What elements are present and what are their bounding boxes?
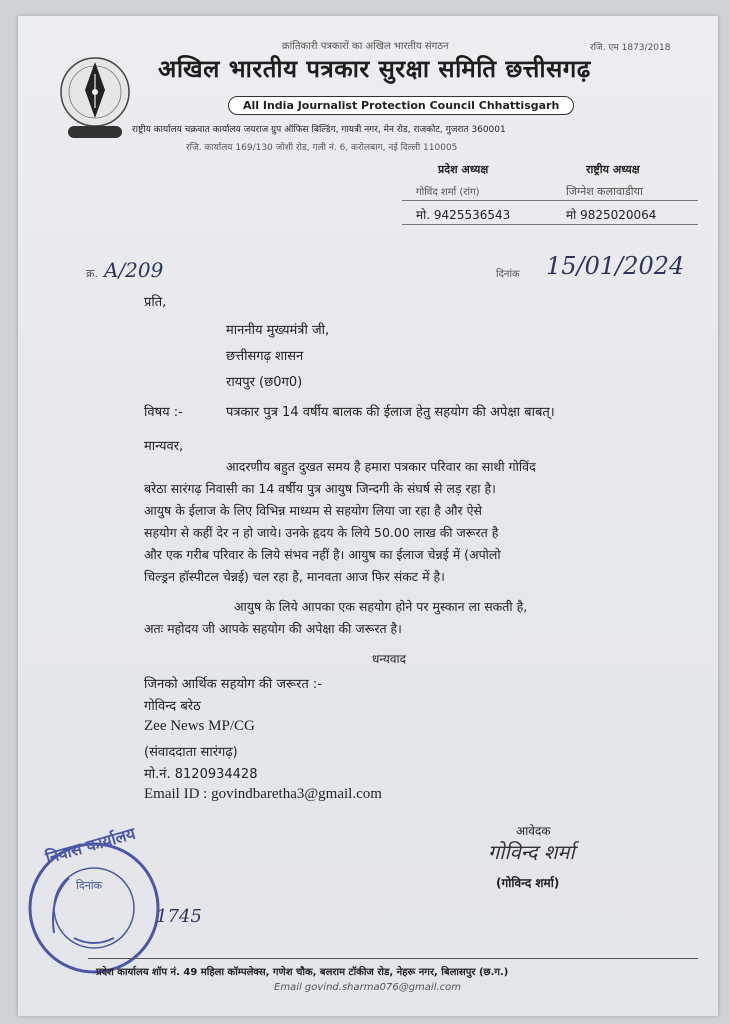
- beneficiary-role: (संवाददाता सारंगढ़): [144, 745, 238, 760]
- body-line: बरेठा सारंगढ़ निवासी का 14 वर्षीय पुत्र आयुष जिन्दगी के संघर्ष से लड़ रहा है।: [144, 481, 496, 496]
- stamp-number: 1745: [156, 906, 202, 927]
- org-title-hindi: अखिल भारतीय पत्रकार सुरक्षा समिति छत्तीसगढ़: [158, 55, 591, 83]
- body-line: चिल्ड्रन हॉस्पीटल चेन्नई) चल रहा है, मानवता आज फिर संकट में है।: [144, 569, 445, 584]
- date-label: दिनांक: [496, 269, 520, 280]
- footer-divider: [88, 958, 698, 959]
- addressee-line: माननीय मुख्यमंत्री जी,: [226, 323, 330, 338]
- state-president-mobile: मो. 9425536543: [416, 208, 511, 222]
- beneficiary-heading: जिनको आर्थिक सहयोग की जरूरत :-: [144, 677, 322, 692]
- applicant-label: आवेदक: [516, 824, 551, 838]
- ref-prefix: क्र.: [86, 267, 98, 280]
- addressee-line: रायपुर (छ0ग0): [226, 375, 303, 390]
- prati: प्रति,: [144, 295, 167, 310]
- org-title-english-box: [228, 94, 574, 113]
- org-tagline: क्रांतिकारी पत्रकारों का अखिल भारतीय संगठन: [282, 41, 449, 52]
- state-president-label: प्रदेश अध्यक्ष: [438, 163, 489, 176]
- letter-page: [18, 16, 718, 1016]
- org-title-english: All India Journalist Protection Council Chhattisgarh: [228, 96, 574, 115]
- body-line: और एक गरीब परिवार के लिये संभव नहीं है। आयुष का ईलाज चेन्नई में (अपोलो: [144, 547, 501, 562]
- body-line: आयुष के ईलाज के लिए विभिन्न माध्यम से सहयोग लिया जा रहा है और ऐसे: [144, 503, 482, 518]
- state-president-name: गोविंद शर्मा (रांग): [416, 187, 480, 198]
- registration-number: रजि. एम 1873/2018: [590, 43, 671, 53]
- body-line: सहयोग से कहीं देर न हो जाये। उनके हृदय के लिये 50.00 लाख की जरूरत है: [144, 525, 499, 540]
- body-line: आयुष के लिये आपका एक सहयोग होने पर मुस्कान ला सकती है,: [234, 599, 528, 614]
- office-seal-stamp: [24, 838, 164, 978]
- national-president-label: राष्ट्रीय अध्यक्ष: [586, 163, 640, 176]
- handwritten-signature: गोविन्द शर्मा: [488, 840, 575, 864]
- beneficiary-email: Email ID : govindbaretha3@gmail.com: [144, 786, 382, 802]
- body-line: आदरणीय बहुत दुखत समय है हमारा पत्रकार परिवार का साथी गोविंद: [226, 459, 536, 474]
- body-line: अतः महोदय जी आपके सहयोग की अपेक्षा की जरूरत है।: [144, 621, 402, 636]
- header-divider: [402, 224, 698, 225]
- footer-email: Email govind.sharma076@gmail.com: [274, 982, 462, 993]
- stamp-top-text: निवास कार्यालय: [43, 823, 138, 868]
- national-president-name: जिग्नेश कलावाडीया: [566, 185, 643, 198]
- national-president-mobile: मो 9825020064: [566, 208, 657, 222]
- national-office-address: राष्ट्रीय कार्यालय चक्रवात कार्यालय जयराज ग्रुप ऑफिस बिल्डिंग, गायत्री नगर, मेन रोड, राजकोट, गुजरात 360001: [132, 125, 506, 135]
- addressee-line: छत्तीसगढ़ शासन: [226, 349, 304, 364]
- subject-label: विषय :-: [144, 405, 183, 420]
- stamp-date-label: दिनांक: [76, 879, 103, 892]
- beneficiary-name: गोविन्द बरेठ: [144, 699, 201, 714]
- letter-date: 15/01/2024: [546, 252, 685, 280]
- footer-office-address: प्रदेश कार्यालय शॉप नं. 49 महिला कॉम्पलेक्स, गणेश चौक, बलराम टॉकीज रोड, नेहरू नगर, बिलासपुर (छ.ग.): [96, 967, 509, 978]
- beneficiary-mobile: मो.नं. 8120934428: [144, 767, 258, 782]
- applicant-name: (गोविन्द शर्मा): [496, 876, 560, 890]
- ref-number: A/209: [104, 258, 164, 282]
- header-divider: [402, 200, 698, 201]
- subject-text: पत्रकार पुत्र 14 वर्षीय बालक की ईलाज हेतु सहयोग की अपेक्षा बाबत्।: [226, 405, 555, 420]
- thanks: धन्यवाद: [372, 652, 407, 666]
- beneficiary-org: Zee News MP/CG: [144, 718, 255, 734]
- registered-office-address: रजि. कार्यालय 169/130 जोशी रोड, गली नं. 6, करोलबाग, नई दिल्ली 110005: [186, 143, 458, 153]
- pen-nib-logo: [58, 46, 132, 142]
- salutation: मान्यवर,: [144, 439, 184, 454]
